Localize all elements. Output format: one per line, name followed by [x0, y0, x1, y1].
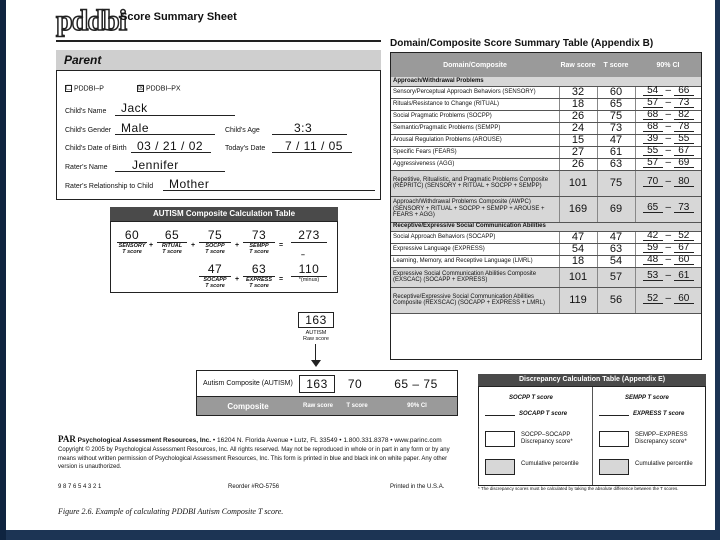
- disc-right-line: [599, 415, 629, 416]
- arrow-down-icon: [311, 360, 321, 367]
- table-row: [391, 122, 701, 134]
- table-row: [391, 170, 701, 196]
- table-row: [391, 267, 701, 287]
- form-p-checkbox[interactable]: ☐: [66, 85, 73, 92]
- calc-socapp-label: SOCAPP T score: [203, 277, 227, 289]
- table-row: [391, 255, 701, 267]
- table-row: [391, 146, 701, 158]
- form-px-label: PDDBI–PX: [145, 85, 181, 93]
- calc-sum1: [291, 228, 327, 243]
- calc-socapp: [199, 262, 231, 289]
- autism-result-table: [196, 370, 458, 416]
- discrepancy-footnote: * The discrepancy scores must be calculated by taking the absolute difference between the T scores.: [478, 486, 679, 491]
- parent-info-box: [56, 70, 381, 200]
- calc-socpp: [199, 228, 231, 255]
- ci-cell[interactable]: [635, 170, 701, 196]
- autism-result-ci[interactable]: 65 – 75: [394, 376, 438, 391]
- ci-low: 68: [643, 124, 663, 132]
- ci-cell[interactable]: [635, 255, 701, 267]
- raw-score-cell[interactable]: 119: [559, 287, 597, 313]
- autism-ci-low: 65: [394, 376, 409, 391]
- calc-op: +: [235, 276, 240, 283]
- disc-right-pct: Cumulative percentile: [635, 461, 693, 467]
- summary-table-title: Domain/Composite Score Summary Table (Appendix B): [390, 38, 654, 49]
- t-score-cell[interactable]: 73: [597, 122, 635, 134]
- form-px-option[interactable]: [137, 85, 181, 93]
- ci-high: 78: [674, 124, 694, 132]
- calc-sempp-value[interactable]: 73: [243, 228, 275, 243]
- autism-raw-score-label: AUTISM Raw score: [303, 330, 329, 342]
- ci-cell[interactable]: [635, 267, 701, 287]
- ci-dash: –: [662, 157, 674, 169]
- disc-left-t2: SOCAPP T score: [519, 411, 568, 417]
- discrepancy-box: [478, 386, 706, 486]
- child-name-line: [115, 115, 235, 116]
- ci-high: 55: [674, 136, 694, 144]
- ci-low: 39: [643, 136, 663, 144]
- row-label: Learning, Memory, and Receptive Language (LMRL): [391, 255, 559, 267]
- ci-cell[interactable]: [635, 86, 701, 98]
- ci-dash: –: [662, 230, 674, 242]
- raw-score-cell[interactable]: 18: [559, 255, 597, 267]
- summary-table-body: [391, 77, 701, 314]
- table-row: [391, 110, 701, 122]
- row-label: Social Approach Behaviors (SOCAPP): [391, 231, 559, 243]
- ci-low: 70: [643, 179, 663, 187]
- publisher-line: [58, 436, 468, 444]
- ci-high: 61: [674, 273, 694, 281]
- table-row: [391, 158, 701, 170]
- table-row: [391, 196, 701, 222]
- row-label: Specific Fears (FEARS): [391, 146, 559, 158]
- ci-cell[interactable]: [635, 146, 701, 158]
- raw-score-cell[interactable]: 101: [559, 170, 597, 196]
- barcode-number: 9 8 7 6 5 4 3 2 1: [58, 484, 102, 490]
- autism-raw-score-box[interactable]: 163: [298, 312, 334, 328]
- rater-name-value[interactable]: Jennifer: [132, 158, 179, 172]
- raw-score-cell[interactable]: 18: [559, 98, 597, 110]
- calc-sempp: [243, 228, 275, 255]
- publisher-name: Psychological Assessment Resources, Inc.: [77, 437, 212, 444]
- calc-socpp-label: SOCPP T score: [205, 243, 225, 255]
- t-score-cell[interactable]: 47: [597, 134, 635, 146]
- ci-cell[interactable]: [635, 110, 701, 122]
- calc-express-value[interactable]: 63: [243, 262, 275, 277]
- ci-high: 69: [674, 160, 694, 168]
- calc-sum2-value[interactable]: 110: [291, 262, 327, 277]
- raw-score-cell[interactable]: 32: [559, 86, 597, 98]
- row-label: Receptive/Expressive Social Communication Abilities Composite (REXSCAC) (SOCAPP + EXPRESS + LMRL): [391, 287, 559, 313]
- ci-low: 57: [643, 160, 663, 168]
- table-row: [391, 86, 701, 98]
- discrepancy-divider: [592, 387, 593, 485]
- raw-score-cell[interactable]: 26: [559, 110, 597, 122]
- t-score-cell[interactable]: 75: [597, 110, 635, 122]
- t-score-cell[interactable]: 75: [597, 170, 635, 196]
- calc-sum2-label: *(minus): [298, 277, 320, 283]
- relationship-value[interactable]: Mother: [169, 177, 210, 191]
- ci-dash: –: [662, 85, 674, 97]
- calc-socapp-value[interactable]: 47: [199, 262, 231, 277]
- rater-name-label: Rater's Name: [65, 164, 108, 171]
- raw-score-cell[interactable]: 27: [559, 146, 597, 158]
- row-label: Arousal Regulation Problems (AROUSE): [391, 134, 559, 146]
- t-score-cell[interactable]: 63: [597, 158, 635, 170]
- child-age-label: Child's Age: [225, 127, 260, 134]
- relationship-label: Rater's Relationship to Child: [65, 183, 154, 190]
- calc-ritual-label: RITUAL T score: [161, 243, 183, 255]
- autism-result-t[interactable]: 70: [347, 376, 363, 391]
- raw-score-cell[interactable]: 169: [559, 196, 597, 222]
- ci-low: 48: [643, 257, 663, 265]
- ci-dash: –: [662, 97, 674, 109]
- row-label: Semantic/Pragmatic Problems (SEMPP): [391, 122, 559, 134]
- document-page: [6, 0, 715, 530]
- copyright-text: Copyright © 2005 by Psychological Assessment Resources, Inc. All rights reserved. May not be reproduced in whole or in part in any form or by any means without written permission of Psychological Assessment Resources, Inc. This form is printed in blue and black ink on white paper. Any other version is unauthorized.: [58, 447, 450, 470]
- footer-t: T score: [346, 403, 368, 409]
- ci-low: 54: [643, 88, 663, 96]
- calc-ritual: [157, 228, 187, 255]
- calc-op: =: [279, 276, 284, 283]
- row-label: Rituals/Resistance to Change (RITUAL): [391, 98, 559, 110]
- dob-value[interactable]: 03 / 21 / 02: [137, 139, 204, 153]
- child-gender-label: Child's Gender: [65, 127, 112, 134]
- autism-calc-box: [110, 221, 338, 293]
- calc-ritual-value[interactable]: 65: [157, 228, 187, 243]
- ci-cell[interactable]: [635, 122, 701, 134]
- footer-ci: 90% CI: [407, 403, 427, 409]
- raw-score-cell[interactable]: 15: [559, 134, 597, 146]
- ci-low: 53: [643, 273, 663, 281]
- footer-composite: Composite: [227, 401, 269, 411]
- table-row: [391, 243, 701, 255]
- disc-right-t1: SEMPP T score: [625, 395, 669, 401]
- autism-ci-high: 75: [423, 376, 438, 391]
- col-t: T score: [603, 61, 629, 69]
- calc-express: [243, 262, 275, 289]
- autism-result-footer: [197, 397, 457, 415]
- header-rule: [56, 40, 381, 42]
- ci-cell[interactable]: [635, 243, 701, 255]
- raw-score-cell[interactable]: 101: [559, 267, 597, 287]
- ci-high: 52: [674, 233, 694, 241]
- ci-high: 60: [674, 257, 694, 265]
- form-p-option[interactable]: [65, 85, 104, 93]
- dob-label: Child's Date of Birth: [65, 145, 127, 152]
- printed-usa: Printed in the U.S.A.: [390, 484, 445, 490]
- sheet-title: Score Summary Sheet: [120, 11, 237, 23]
- table-row: [391, 98, 701, 110]
- row-label: Expressive Social Communication Abilities Composite (EXSCAC) (SOCAPP + EXPRESS): [391, 267, 559, 287]
- ci-low: 55: [643, 148, 663, 156]
- disc-right-t2: EXPRESS T score: [633, 411, 685, 417]
- calc-op: +: [149, 242, 154, 249]
- ci-high: 80: [674, 179, 694, 187]
- col-raw: Raw score: [560, 61, 596, 69]
- row-label: Sensory/Perceptual Approach Behaviors (SENSORY): [391, 86, 559, 98]
- form-px-checkbox[interactable]: ☒: [138, 85, 145, 92]
- par-logo: PAR: [58, 434, 76, 444]
- ci-dash: –: [662, 133, 674, 145]
- calc-sum1-value[interactable]: 273: [291, 228, 327, 243]
- calc-op: =: [279, 242, 284, 249]
- ci-cell[interactable]: [635, 134, 701, 146]
- t-score-cell[interactable]: 60: [597, 86, 635, 98]
- ci-high: 67: [674, 245, 694, 253]
- row-label: Expressive Language (EXPRESS): [391, 243, 559, 255]
- summary-table-header: [391, 53, 701, 77]
- parent-section-title: Parent: [56, 50, 381, 70]
- child-name-label: Child's Name: [65, 108, 107, 115]
- calc-sum2: [291, 262, 327, 283]
- t-score-cell[interactable]: 47: [597, 231, 635, 243]
- row-label: Approach/Withdrawal Problems Composite (AWPC) (SENSORY + RITUAL + SOCPP + SEMPP + AROUSE + FEARS + AGG): [391, 196, 559, 222]
- ci-low: 57: [643, 100, 663, 108]
- child-name-value[interactable]: Jack: [121, 101, 148, 115]
- calc-op: +: [235, 242, 240, 249]
- ci-low: 68: [643, 112, 663, 120]
- disc-right-diff-box[interactable]: [599, 431, 629, 447]
- disc-left-line: [485, 415, 515, 416]
- t-score-cell[interactable]: 69: [597, 196, 635, 222]
- ci-dash: –: [662, 254, 674, 266]
- autism-result-label: Autism Composite (AUTISM): [203, 379, 293, 387]
- raw-score-cell[interactable]: 26: [559, 158, 597, 170]
- ci-high: 67: [674, 148, 694, 156]
- col-domain: Domain/Composite: [443, 61, 507, 69]
- ci-dash: –: [662, 202, 674, 214]
- ci-high: 60: [674, 296, 694, 304]
- calc-sensory-value[interactable]: 60: [117, 228, 147, 243]
- ci-cell[interactable]: [635, 287, 701, 313]
- publisher-address: • 16204 N. Florida Avenue • Lutz, FL 33549 • 1.800.331.8378 • www.parinc.com: [212, 437, 442, 444]
- t-score-cell[interactable]: 54: [597, 255, 635, 267]
- calc-op: +: [191, 242, 196, 249]
- t-score-cell[interactable]: 61: [597, 146, 635, 158]
- disc-left-diff-box[interactable]: [485, 431, 515, 447]
- ci-dash: –: [662, 176, 674, 188]
- calc-op: –: [301, 252, 305, 259]
- ci-cell[interactable]: [635, 158, 701, 170]
- ci-dash: –: [662, 270, 674, 282]
- ci-high: 73: [674, 205, 694, 213]
- section-heading: Approach/Withdrawal Problems: [391, 77, 701, 86]
- pddbi-logo: pddbi: [56, 4, 127, 37]
- ci-high: 82: [674, 112, 694, 120]
- disc-left-pct: Cumulative percentile: [521, 461, 579, 467]
- disc-right-pct-box[interactable]: [599, 459, 629, 475]
- ci-high: 66: [674, 88, 694, 96]
- calc-sempp-label: SEMPP T score: [249, 243, 269, 255]
- ci-cell[interactable]: [635, 196, 701, 222]
- row-label: Aggressiveness (AGG): [391, 158, 559, 170]
- calc-sensory: [117, 228, 147, 255]
- table-row: [391, 134, 701, 146]
- ci-low: 65: [643, 205, 663, 213]
- form-p-label: PDDBI–P: [73, 85, 104, 93]
- autism-result-row: [197, 371, 457, 397]
- figure-caption: Figure 2.6. Example of calculating PDDBI Autism Composite T score.: [58, 507, 284, 516]
- autism-calc-title: AUTISM Composite Calculation Table: [110, 207, 338, 221]
- discrepancy-title: Discrepancy Calculation Table (Appendix E): [478, 374, 706, 386]
- calc-express-label: EXPRESS T score: [246, 277, 272, 289]
- child-gender-value[interactable]: Male: [121, 121, 150, 135]
- disc-right-diff: SEMPP–EXPRESS Discrepancy score*: [635, 432, 688, 445]
- ci-dash: –: [662, 293, 674, 305]
- ci-dash: –: [662, 121, 674, 133]
- ci-cell[interactable]: [635, 231, 701, 243]
- t-score-cell[interactable]: 56: [597, 287, 635, 313]
- ci-dash: –: [662, 242, 674, 254]
- row-label: Social Pragmatic Problems (SOCPP): [391, 110, 559, 122]
- calc-socpp-value[interactable]: 75: [199, 228, 231, 243]
- disc-left-diff: SOCPP–SOCAPP Discrepancy score*: [521, 432, 573, 445]
- raw-score-cell[interactable]: 47: [559, 231, 597, 243]
- today-label: Today's Date: [225, 145, 266, 152]
- ci-low: 52: [643, 296, 663, 304]
- disc-left-pct-box[interactable]: [485, 459, 515, 475]
- today-value[interactable]: 7 / 11 / 05: [285, 139, 343, 153]
- ci-low: 42: [643, 233, 663, 241]
- calc-sensory-label: SENSORY T score: [118, 243, 146, 255]
- ci-cell[interactable]: [635, 98, 701, 110]
- table-row: [391, 231, 701, 243]
- summary-table: [390, 52, 702, 360]
- row-label: Repetitive, Ritualistic, and Pragmatic Problems Composite (REPRITC) (SENSORY + RITUAL + SOCPP + SEMPP): [391, 170, 559, 196]
- t-score-cell[interactable]: 63: [597, 243, 635, 255]
- disc-left-t1: SOCPP T score: [509, 395, 553, 401]
- child-age-value[interactable]: 3:3: [294, 121, 313, 135]
- ci-dash: –: [662, 109, 674, 121]
- col-ci: 90% CI: [656, 61, 680, 69]
- footer-raw: Raw score: [302, 403, 333, 409]
- reorder-number: Reorder #RO-5756: [228, 484, 280, 490]
- ci-high: 73: [674, 100, 694, 108]
- autism-result-raw[interactable]: 163: [299, 375, 335, 393]
- section-heading: Receptive/Expressive Social Communication Abilities: [391, 222, 701, 231]
- raw-score-cell[interactable]: 54: [559, 243, 597, 255]
- ci-dash: –: [662, 145, 674, 157]
- table-row: [391, 287, 701, 313]
- t-score-cell[interactable]: 57: [597, 267, 635, 287]
- t-score-cell[interactable]: 65: [597, 98, 635, 110]
- ci-low: 59: [643, 245, 663, 253]
- raw-score-cell[interactable]: 24: [559, 122, 597, 134]
